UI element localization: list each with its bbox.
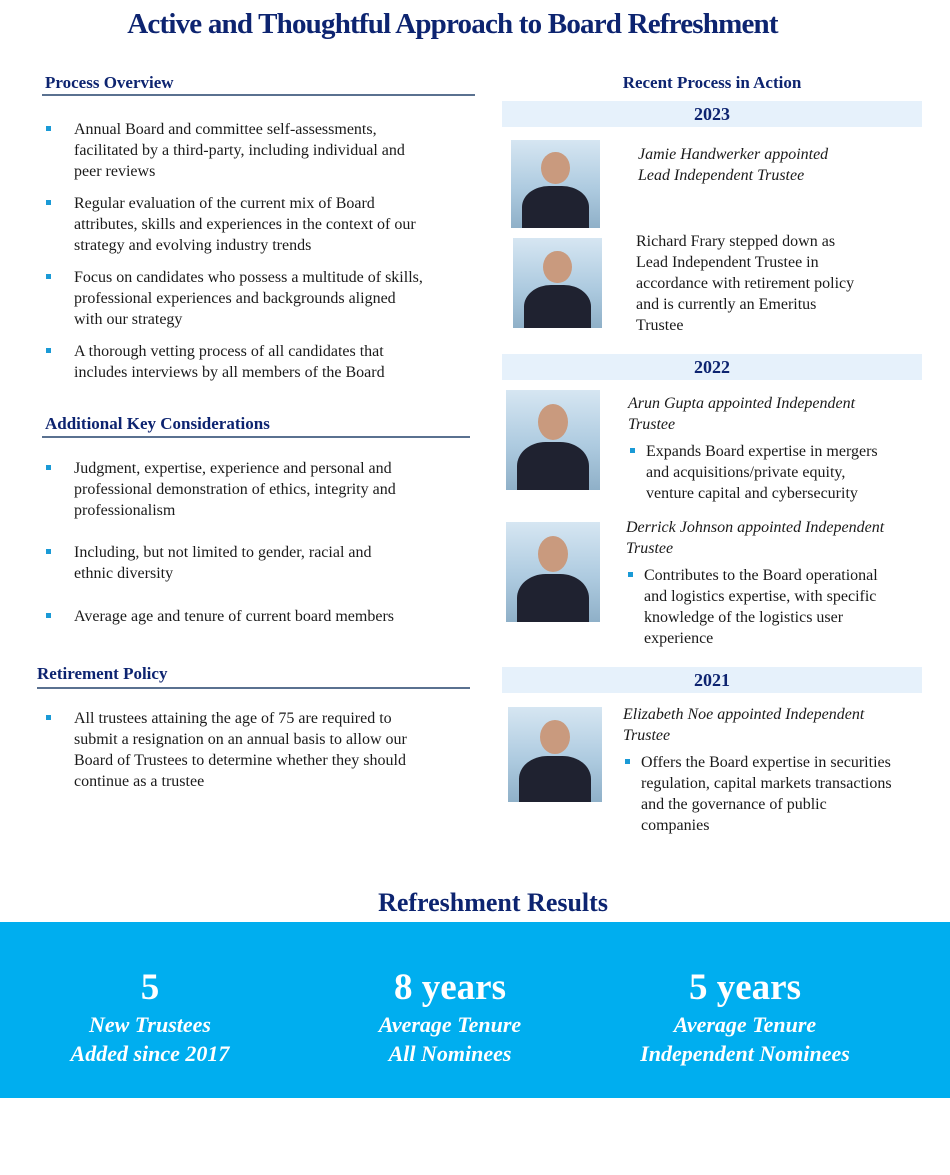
additional-considerations-heading: Additional Key Considerations xyxy=(45,414,270,433)
trustee-title-line: Jamie Handwerker appointed xyxy=(638,146,829,163)
trustee-bullet-line: Offers the Board expertise in securities xyxy=(641,754,891,771)
trustee-bullet-line: experience xyxy=(644,630,714,647)
trustee-entry-text xyxy=(628,393,878,504)
process-overview-heading: Process Overview xyxy=(45,73,174,92)
list-item xyxy=(74,119,405,182)
trustee-bullet-line: knowledge of the logistics user xyxy=(644,609,844,626)
bullet-text-line: Board of Trustees to determine whether they should xyxy=(74,752,406,769)
trustee-photo xyxy=(506,390,600,490)
trustee-text-line: Lead Independent Trustee in xyxy=(636,254,819,271)
stat-block xyxy=(595,966,895,1068)
trustee-photo xyxy=(511,140,600,228)
trustee-entry-text xyxy=(623,704,892,836)
bullet-icon xyxy=(625,759,630,764)
bullet-icon xyxy=(630,448,635,453)
stat-value: 8 years xyxy=(394,967,506,1008)
trustee-bullet-line: Contributes to the Board operational xyxy=(644,567,878,584)
trustee-entry-text xyxy=(636,231,854,336)
trustee-entry-text xyxy=(626,517,884,649)
divider xyxy=(42,436,470,438)
stat-value: 5 xyxy=(140,967,160,1008)
trustee-entry-text xyxy=(638,144,828,186)
photo-body xyxy=(519,756,590,802)
bullet-text-line: Including, but not limited to gender, racial and xyxy=(74,544,372,561)
trustee-text-line: Trustee xyxy=(636,317,684,334)
bullet-text-line: submit a resignation on an annual basis to allow our xyxy=(74,731,407,748)
bullet-text-line: Judgment, expertise, experience and personal and xyxy=(74,460,392,477)
trustee-photo xyxy=(508,707,602,802)
stat-label: Average Tenure xyxy=(673,1012,817,1037)
bullet-icon xyxy=(46,126,51,131)
bullet-text-line: professional demonstration of ethics, integrity and xyxy=(74,481,396,498)
bullet-icon xyxy=(46,200,51,205)
bullet-icon xyxy=(46,274,51,279)
trustee-title-line: Trustee xyxy=(626,540,674,557)
trustee-bullet-line: and acquisitions/private equity, xyxy=(646,464,846,481)
trustee-text-line: accordance with retirement policy xyxy=(636,275,855,292)
list-item xyxy=(74,708,407,792)
list-item xyxy=(74,542,372,584)
photo-body xyxy=(517,442,588,490)
trustee-text-line: Richard Frary stepped down as xyxy=(636,233,836,250)
year-2022: 2022 xyxy=(502,354,922,380)
stat-label: Independent Nominees xyxy=(640,1041,850,1066)
stat-block xyxy=(300,966,600,1068)
list-item xyxy=(74,606,394,627)
photo-head xyxy=(540,720,570,754)
trustee-bullet-line: regulation, capital markets transactions xyxy=(641,775,892,792)
trustee-bullet-line: venture capital and cybersecurity xyxy=(646,485,858,502)
trustee-text-line: and is currently an Emeritus xyxy=(636,296,817,313)
trustee-title-line: Trustee xyxy=(623,727,671,744)
bullet-text-line: continue as a trustee xyxy=(74,773,205,790)
list-item xyxy=(74,341,385,383)
bullet-text-line: peer reviews xyxy=(74,163,156,180)
photo-body xyxy=(522,186,590,228)
trustee-title-line: Elizabeth Noe appointed Independent xyxy=(623,706,865,723)
photo-head xyxy=(538,536,568,572)
trustee-bullet-line: Expands Board expertise in mergers xyxy=(646,443,878,460)
trustee-title-line: Derrick Johnson appointed Independent xyxy=(626,519,885,536)
trustee-photo xyxy=(506,522,600,622)
bullet-text-line: professionalism xyxy=(74,502,176,519)
list-item xyxy=(74,458,396,521)
photo-head xyxy=(541,152,569,184)
trustee-title-line: Trustee xyxy=(628,416,676,433)
bullet-text-line: Average age and tenure of current board members xyxy=(74,608,394,625)
stat-label: All Nominees xyxy=(388,1041,512,1066)
stat-label: New Trustees xyxy=(88,1012,211,1037)
divider xyxy=(42,94,475,96)
bullet-text-line: professional experiences and backgrounds aligned xyxy=(74,290,396,307)
bullet-icon xyxy=(46,465,51,470)
bullet-icon xyxy=(46,549,51,554)
bullet-text-line: includes interviews by all members of the Board xyxy=(74,364,385,381)
recent-process-heading: Recent Process in Action xyxy=(622,73,802,92)
trustee-bullet-line: and logistics expertise, with specific xyxy=(644,588,877,605)
bullet-text-line: A thorough vetting process of all candidates that xyxy=(74,343,384,360)
stat-value: 5 years xyxy=(689,967,801,1008)
photo-head xyxy=(543,251,571,283)
bullet-text-line: Regular evaluation of the current mix of Board xyxy=(74,195,375,212)
photo-body xyxy=(517,574,588,622)
stat-label: Average Tenure xyxy=(378,1012,522,1037)
bullet-text-line: ethnic diversity xyxy=(74,565,174,582)
retirement-policy-heading: Retirement Policy xyxy=(37,664,168,683)
bullet-icon xyxy=(628,572,633,577)
bullet-text-line: attributes, skills and experiences in the context of our xyxy=(74,216,416,233)
list-item xyxy=(74,267,423,330)
bullet-icon xyxy=(46,348,51,353)
trustee-bullet-line: and the governance of public xyxy=(641,796,827,813)
trustee-title-line: Lead Independent Trustee xyxy=(638,167,805,184)
bullet-text-line: with our strategy xyxy=(74,311,183,328)
trustee-bullet xyxy=(628,441,878,504)
bullet-text-line: facilitated by a third-party, including individual and xyxy=(74,142,405,159)
bullet-text-line: Annual Board and committee self-assessments, xyxy=(74,121,377,138)
bullet-text-line: strategy and evolving industry trends xyxy=(74,237,312,254)
bullet-icon xyxy=(46,613,51,618)
trustee-bullet xyxy=(623,752,892,836)
bullet-text-line: Focus on candidates who possess a multitude of skills, xyxy=(74,269,423,286)
page-title: Active and Thoughtful Approach to Board Refreshment xyxy=(127,8,778,40)
stat-label: Added since 2017 xyxy=(70,1041,230,1066)
trustee-title-line: Arun Gupta appointed Independent xyxy=(628,395,856,412)
year-2023: 2023 xyxy=(502,101,922,127)
bullet-text-line: All trustees attaining the age of 75 are required to xyxy=(74,710,392,727)
stat-block xyxy=(0,966,300,1068)
trustee-bullet-line: companies xyxy=(641,817,710,834)
photo-head xyxy=(538,404,568,440)
list-item xyxy=(74,193,416,256)
divider xyxy=(37,687,470,689)
trustee-photo xyxy=(513,238,602,328)
trustee-bullet xyxy=(626,565,884,649)
bullet-icon xyxy=(46,715,51,720)
year-2021: 2021 xyxy=(502,667,922,693)
photo-body xyxy=(524,285,592,328)
refreshment-results-heading: Refreshment Results xyxy=(378,888,608,917)
